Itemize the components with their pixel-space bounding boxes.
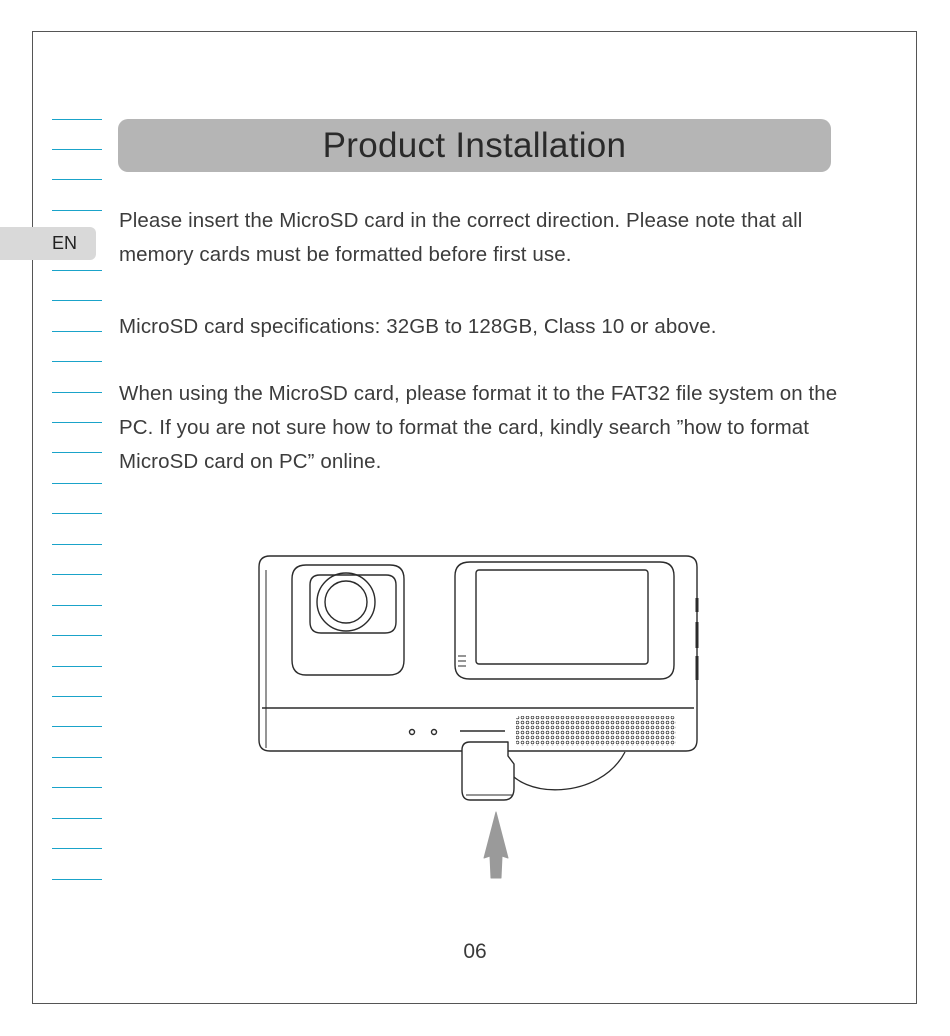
ruler-line xyxy=(52,696,102,697)
ruler-line xyxy=(52,818,102,819)
ruler-line xyxy=(52,119,102,120)
ruler-line xyxy=(52,179,102,180)
ruler-line xyxy=(52,422,102,423)
ruler-line xyxy=(52,879,102,880)
ruler-line xyxy=(52,605,102,606)
ruler-line xyxy=(52,757,102,758)
ruler-line xyxy=(52,787,102,788)
page-number: 06 xyxy=(463,940,487,963)
ruler-line xyxy=(52,726,102,727)
ruler-line xyxy=(52,513,102,514)
ruler-line xyxy=(52,300,102,301)
format-note-paragraph: When using the MicroSD card, please format it to the FAT32 file system on the PC. If you are not sure how to format the card, kindly search ”how to format MicroSD card on PC” online. xyxy=(119,382,838,473)
ruler-line xyxy=(52,848,102,849)
ruler-line xyxy=(52,666,102,667)
ruler-line xyxy=(52,361,102,362)
ruler-line xyxy=(52,544,102,545)
ruler-line xyxy=(52,635,102,636)
dashcam-microsd-insertion-icon xyxy=(250,540,710,880)
ruler-line xyxy=(52,574,102,575)
section-title: Product Installation xyxy=(118,119,831,172)
ruler-line xyxy=(52,210,102,211)
ruler-line xyxy=(52,452,102,453)
ruler-line xyxy=(52,392,102,393)
ruler-line xyxy=(52,270,102,271)
ruler-line xyxy=(52,149,102,150)
insert-note-paragraph: Please insert the MicroSD card in the correct direction. Please note that all memory cards must be formatted before first use. xyxy=(119,209,803,266)
specs-paragraph: MicroSD card specifications: 32GB to 128GB, Class 10 or above. xyxy=(119,315,717,338)
ruler-line xyxy=(52,331,102,332)
ruler-line xyxy=(52,483,102,484)
language-tab[interactable]: EN xyxy=(0,227,96,260)
